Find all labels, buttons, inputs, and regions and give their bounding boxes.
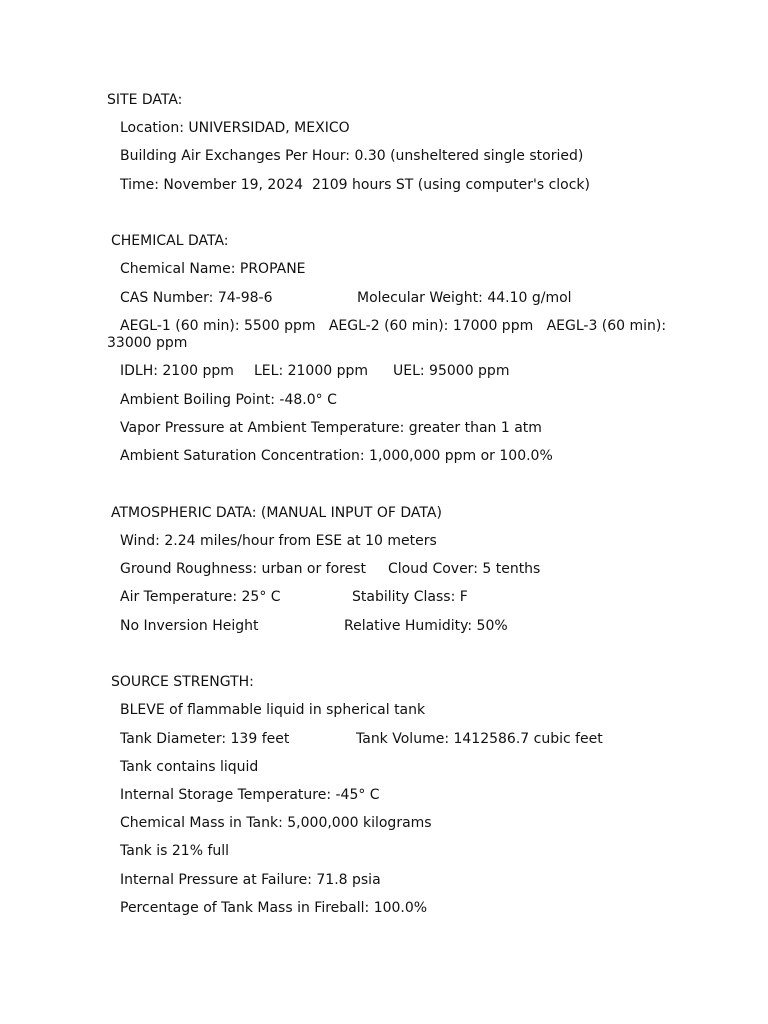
storage-temperature-text: Internal Storage Temperature: -45° C	[120, 787, 380, 803]
tank-diameter-text: Tank Diameter: 139 feet	[120, 731, 290, 747]
site-data-heading: SITE DATA:	[107, 92, 183, 108]
molecular-weight-text: Molecular Weight: 44.10 g/mol	[357, 290, 572, 306]
location-text: Location: UNIVERSIDAD, MEXICO	[120, 120, 350, 136]
boiling-point-text: Ambient Boiling Point: -48.0° C	[120, 392, 337, 408]
ground-roughness-text: Ground Roughness: urban or forest	[120, 561, 367, 577]
chemical-mass-text: Chemical Mass in Tank: 5,000,000 kilograms	[120, 815, 432, 831]
cas-number-text: CAS Number: 74-98-6	[120, 290, 273, 306]
wind-text: Wind: 2.24 miles/hour from ESE at 10 meters	[120, 533, 437, 549]
relative-humidity-text: Relative Humidity: 50%	[344, 618, 508, 634]
uel-text: UEL: 95000 ppm	[393, 363, 510, 379]
chemical-name-text: Chemical Name: PROPANE	[120, 261, 306, 277]
tank-full-text: Tank is 21% full	[120, 843, 230, 859]
tank-volume-text: Tank Volume: 1412586.7 cubic feet	[356, 731, 603, 747]
fireball-percentage-text: Percentage of Tank Mass in Fireball: 100.0%	[120, 900, 428, 916]
aegl-line-1: AEGL-1 (60 min): 5500 ppm AEGL-2 (60 min): 17000 ppm AEGL-3 (60 min):	[120, 318, 667, 334]
stability-class-text: Stability Class: F	[352, 589, 468, 605]
air-exchanges-text: Building Air Exchanges Per Hour: 0.30 (unsheltered single storied)	[120, 148, 584, 164]
time-text: Time: November 19, 2024 2109 hours ST (using computer's clock)	[120, 177, 590, 193]
air-temperature-text: Air Temperature: 25° C	[120, 589, 281, 605]
lel-text: LEL: 21000 ppm	[254, 363, 369, 379]
vapor-pressure-text: Vapor Pressure at Ambient Temperature: greater than 1 atm	[120, 420, 542, 436]
saturation-text: Ambient Saturation Concentration: 1,000,000 ppm or 100.0%	[120, 448, 553, 464]
source-strength-heading: SOURCE STRENGTH:	[111, 674, 254, 690]
bleve-text: BLEVE of flammable liquid in spherical tank	[120, 702, 426, 718]
aegl-line-2: 33000 ppm	[107, 335, 188, 351]
atmospheric-data-heading: ATMOSPHERIC DATA: (MANUAL INPUT OF DATA)	[111, 505, 442, 521]
cloud-cover-text: Cloud Cover: 5 tenths	[388, 561, 541, 577]
internal-pressure-text: Internal Pressure at Failure: 71.8 psia	[120, 872, 381, 888]
idlh-text: IDLH: 2100 ppm	[120, 363, 234, 379]
chemical-data-heading: CHEMICAL DATA:	[111, 233, 229, 249]
tank-contains-text: Tank contains liquid	[120, 759, 259, 775]
inversion-height-text: No Inversion Height	[120, 618, 259, 634]
